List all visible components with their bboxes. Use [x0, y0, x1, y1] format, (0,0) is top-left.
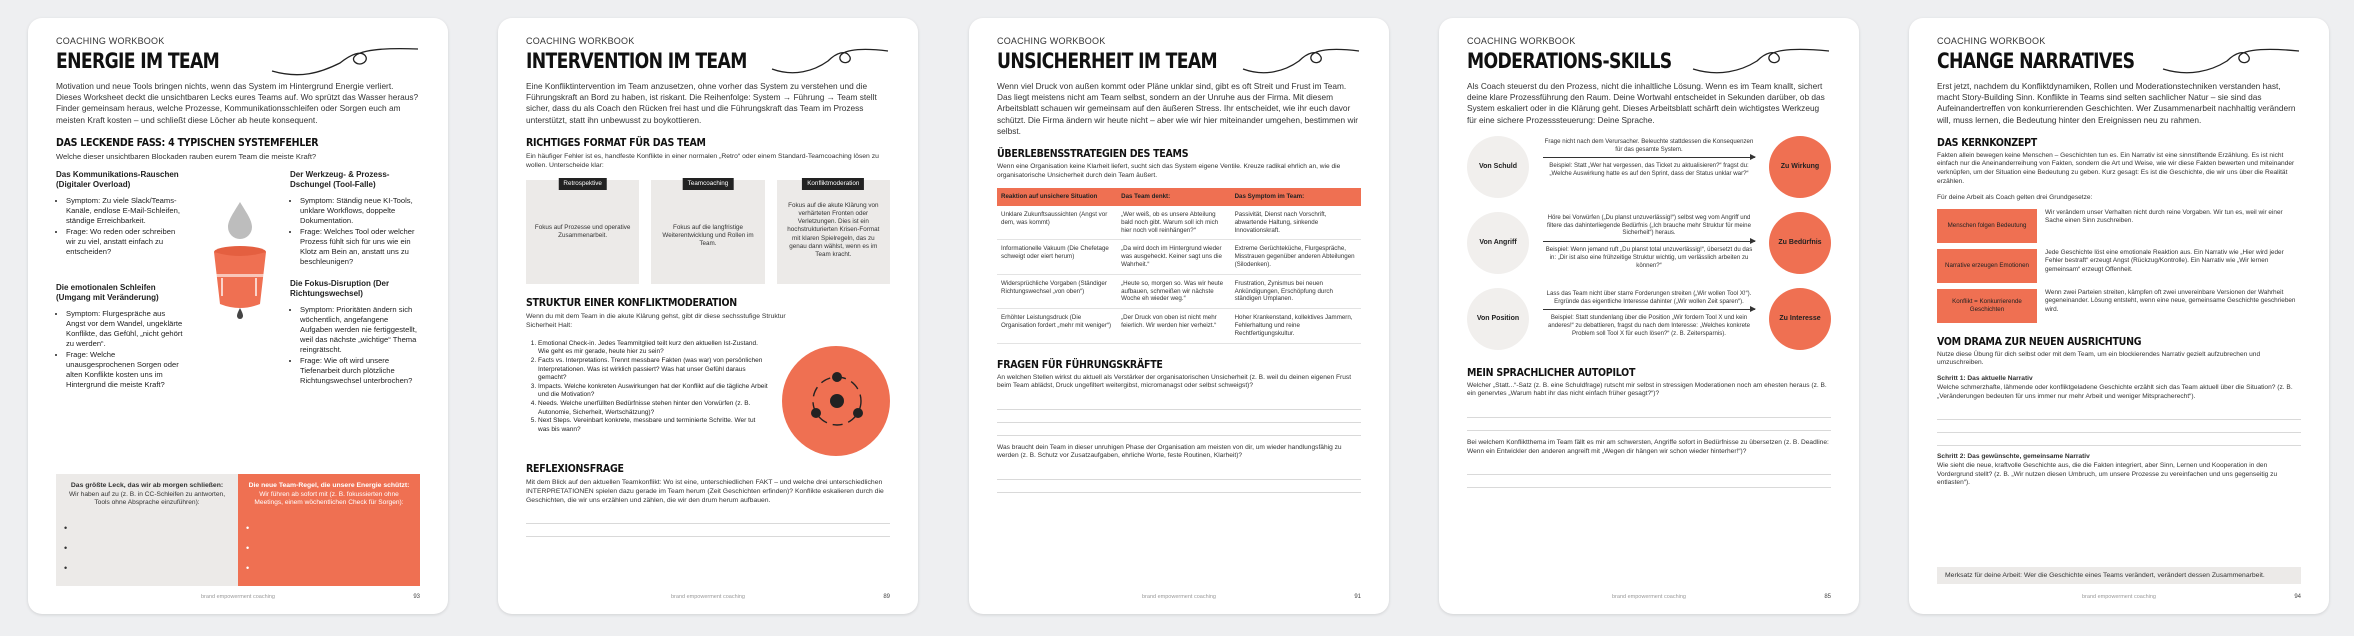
column-header: Das Team denkt: — [1117, 188, 1230, 206]
law-label: Narrative erzeugen Emotionen — [1937, 249, 2037, 283]
format-text: Fokus auf die akute Klärung von verhärteten Fronten oder Verletzungen. Dies ist ein hochstrukturierten Krisen-Format mit klaren Spielregeln, das zu genau dann wählst, wenn es im Team kracht. — [787, 201, 880, 259]
skill-example: Beispiel: Statt stundenlang über die Position „Wir fordern Tool X und kein anderes!“ zu debattieren, fragst du nach dem Interesse: „Welches konkrete Problem soll Tool X für euch lösen?“ (z. B. Zeitersparnis). — [1547, 314, 1751, 337]
page-title: MODERATIONS-SKILLS — [1467, 49, 1672, 73]
question-text: Welcher „Statt...“-Satz (z. B. eine Schuldfrage) rutscht mir selbst in stressigen Moderationen noch am ehesten heraus (z. B. ein genervtes „Warum habt ihr das nicht einfach früher gesagt?“)? — [1467, 381, 1827, 398]
section-subtitle: Wenn eine Organisation keine Klarheit liefert, sucht sich das System eigene Ventile. Kreuze radikal ehrlich an, wie die organisatorische Unsicherheit durch dein Team äußert. — [997, 163, 1341, 179]
section-heading: VOM DRAMA ZUR NEUEN AUSRICHTUNG — [1937, 334, 2142, 348]
table-cell: Passivität, Dienst nach Vorschrift, abwartende Haltung, sinkende Innovationskraft. — [1231, 206, 1361, 240]
intro-text: Als Coach steuerst du den Prozess, nicht die inhaltliche Lösung. Wenn es im Team knallt, sichert deine klare Prozessführung den Raum. Deine Wortwahl entscheidet in Sekunden darüber, ob das System eskaliert oder in die Klärung geht. Dieses Arbeitsblatt schärft dein wichtigstes Werkzeug für eine sichere Prozesssteuerung: Deine Sprache. — [1467, 81, 1825, 125]
footer-brand: brand empowerment coaching — [1142, 594, 1216, 600]
page-number: 93 — [413, 594, 420, 600]
section-heading: STRUKTUR EINER KONFLIKTMODERATION — [526, 295, 737, 309]
table-cell: Hoher Krankenstand, kollektives Jammern, Fehlerhaltung und reine Rechtfertigungskultur. — [1231, 309, 1361, 343]
step-title: Schritt 1: Das aktuelle Narrativ — [1937, 374, 2033, 382]
section-subtitle: Mit dem Blick auf den aktuellen Teamkonflikt: Wo ist eine, unterschiedlichen FAKT – und welche drei unterschiedlichen INTERPRETATIONEN spielen dazu gerade im Team herum (Zeit Geschichten erfinden)? Konflikte eskalieren durch die Geschichten, die wir uns erzählen und zählen, die wir den drum herum aufbauen. — [526, 478, 884, 504]
section-subtitle: Ein häufiger Fehler ist es, handfeste Konflikte in einer normalen „Retro“ oder einem Standard-Teamcoaching lösen zu wollen. Unterscheide klar: — [526, 152, 879, 169]
law-label: Menschen folgen Bedeutung — [1937, 209, 2037, 243]
skill-instruction: Höre bei Vorwürfen („Du planst unzuverlässig!“) selbst weg vom Angriff und filtere das dahinterliegende Bedürfnis („Ich brauche mehr Struktur für meine Sicherheit“) heraus. — [1547, 213, 1751, 237]
law-row — [1937, 249, 2301, 283]
format-text: Fokus auf Prozesse und operative Zusammenarbeit. — [534, 223, 631, 240]
intro-text: Erst jetzt, nachdem du Konfliktdynamiken, Rollen und Moderationstechniken verstanden hast, macht Story-Building Sinn. Konflikte in Teams sind selten sachlicher Natur – sie sind das Aufeinandertreffen von konkurrierenden Geschichten. Wer Zusammenarbeit nachhaltig verändern will, muss lernen, die Bedeutung hinter den Ereignissen neu zu rahmen. — [1937, 81, 2296, 125]
arrow-right-icon — [1543, 157, 1755, 158]
section-heading: MEIN SPRACHLICHER AUTOPILOT — [1467, 365, 1636, 379]
section-heading: FRAGEN FÜR FÜHRUNGSKRÄFTE — [997, 357, 1163, 371]
table-cell: „Der Druck von oben ist nicht mehr feierlich. Wir werden hier verheizt.“ — [1117, 309, 1230, 343]
list-item: • Symptom: Ständig neue KI-Tools, unklare Workflows, doppelte Dokumentation. — [300, 196, 420, 226]
table-cell: „Wer weiß, ob es unsere Abteilung bald noch gibt. Warum soll ich mich hier noch voll reinhängen?“ — [1117, 206, 1230, 240]
table-row — [997, 274, 1361, 308]
section-text: Fakten allein bewegen keine Menschen – Geschichten tun es. Ein Narrativ ist eine sinnstiftende Erzählung. Es ist nicht einfach nur die Aneinanderreihung von Fakten, sondern die Art und Weise, wie wir diese Fakten bewerten und miteinander verknüpfen, um der Situation eine Bedeutung zu geben. Kurz gesagt: Es ist die Geschichte, die wir uns über die Realität erzählen. — [1937, 151, 2295, 185]
kicker: COACHING WORKBOOK — [526, 36, 635, 46]
step-title: Schritt 2: Das gewünschte, gemeinsame Narrativ — [1937, 453, 2090, 461]
skill-example: Beispiel: Wenn jemand ruft „Du planst total unzuverlässig!“, übersetzt du das in: „Dir ist also eine frühzeitige Struktur wichtig, um verlässlich arbeiten zu können?“ — [1545, 246, 1753, 269]
left-column — [56, 170, 186, 438]
right-column — [290, 170, 420, 438]
box-text: Wir haben auf zu (z. B. in CC-Schleifen zu antworten, Tools ohne Absprache einzuführen): — [68, 490, 226, 506]
table-cell: Frustration, Zynismus bei neuen Ankündigungen, Erschöpfung durch ständigen Umplanen. — [1231, 274, 1361, 308]
intro-text: Eine Konfliktintervention im Team anzusetzen, ohne vorher das System zu verstehen und die Führungskraft an Bord zu haben, ist riskant. Die Reihenfolge: System → Führung → Team stellt sicher, dass du als Coach den Rücken frei hast und die Führungskraft das Team im Prozess unterstützt, statt ihn unbewusst zu boykottieren. — [526, 81, 877, 125]
block-title: Der Werkzeug- & Prozess-Dschungel (Tool-Falle) — [290, 169, 390, 189]
to-circle: Zu Bedürfnis — [1769, 212, 1831, 274]
question-text: An welchen Stellen wirkst du aktuell als Verstärker der organisatorischen Unsicherheit (z. B. weil du deinen eigenen Frust beim Team ablädst, Druck ungefiltert weitergibst, micromanagst oder selbst schweigst)? — [997, 373, 1352, 390]
strategies-table — [997, 188, 1361, 343]
table-cell: Erhöhter Leistungsdruck (Die Organisation fordert „mehr mit weniger“) — [997, 309, 1117, 343]
table-row — [997, 206, 1361, 240]
list-item: • Frage: Wo reden oder schreiben wir zu viel, anstatt einfach zu entscheiden? — [66, 227, 186, 257]
arrow-right-icon — [1543, 309, 1755, 310]
skill-row — [1467, 136, 1831, 202]
squiggle-decoration — [270, 43, 420, 79]
question-text: Bei welchem Konfliktthema im Team fällt es mir am schwersten, Angriffe sofort in Bedürfnisse zu übersetzen (z. B. Deadline: Wenn ein Entwickler den anderen angreift mit „Wegen dir hängen wir schon wieder hinterher!“)? — [1467, 439, 1829, 455]
section-heading: DAS LECKENDE FASS: 4 TYPISCHEN SYSTEMFEHLER — [56, 135, 319, 149]
footer-brand: brand empowerment coaching — [1612, 594, 1686, 600]
kicker: COACHING WORKBOOK — [56, 36, 165, 46]
list-item: 4. Needs. Welche unerfüllten Bedürfnisse stehen hinter den Vorwürfen (z. B. Autonomie, Sicherheit, Wertschätzung)? — [538, 400, 768, 417]
squiggle-decoration — [2161, 43, 2301, 79]
page-title: UNSICHERHEIT IM TEAM — [997, 49, 1217, 73]
block-title: Die Fokus-Disruption (Der Richtungswechsel) — [290, 278, 390, 298]
format-card — [526, 180, 639, 284]
intro-text: Motivation und neue Tools bringen nichts, wenn das System im Hintergrund Energie verliert. Dieses Worksheet deckt die unsichtbaren Lecks eures Teams auf. Wo sprützt das Wasser heraus? Finder gemeinsam heraus, welche Prozesse, Kommunikationsschleifen oder Sorgen euch am meisten Kraft kosten – und schließt diese Löcher ab heute konsequent. — [56, 81, 419, 125]
law-label: Konflikt = Konkurrierende Geschichten — [1937, 289, 2037, 323]
list-item: 1. Emotional Check-in. Jedes Teammitglied teilt kurz den aktuellen Ist-Zustand. Wie geht es mir gerade, heute hier zu sein? — [538, 340, 768, 357]
list-item: 3. Impacts. Welche konkreten Auswirkungen hat der Konflikt auf die tägliche Arbeit und die Motivation? — [538, 383, 768, 400]
section-subtitle: Welche dieser unsichtbaren Blockaden rauben eurem Team die meiste Kraft? — [56, 151, 317, 161]
page-title: ENERGIE IM TEAM — [56, 49, 220, 73]
page-number: 85 — [1824, 594, 1831, 600]
to-circle: Zu Interesse — [1769, 288, 1831, 350]
section-text: Nutze diese Übung für dich selbst oder mit dem Team, um ein blockierendes Narrativ gezielt aufzubrechen und umzuschreiben. — [1937, 350, 2261, 367]
block-title: Die emotionalen Schleifen (Umgang mit Veränderung) — [56, 282, 159, 302]
footer-brand: brand empowerment coaching — [201, 594, 275, 600]
page-title: INTERVENTION IM TEAM — [526, 49, 747, 73]
section-heading: DAS KERNKONZEPT — [1937, 135, 2037, 149]
list-item: 5. Next Steps. Vereinbart konkrete, messbare und terminierte Schritte. Wer tut was bis wann? — [538, 417, 768, 434]
list-item: • Symptom: Zu viele Slack/Teams-Kanäle, endlose E-Mail-Schleifen, ständige Erreichbarkeit. — [66, 196, 186, 226]
block-title: Das Kommunikations-Rauschen (Digitaler Overload) — [56, 169, 179, 189]
format-card — [777, 180, 890, 284]
page-title: CHANGE NARRATIVES — [1937, 49, 2135, 73]
page-intervention-im-team — [498, 18, 918, 614]
team-network-icon — [782, 346, 892, 456]
kicker: COACHING WORKBOOK — [997, 36, 1106, 46]
moderation-steps — [526, 340, 768, 456]
squiggle-decoration — [770, 43, 890, 79]
table-cell: Extreme Gerüchteküche, Flurgespräche, Misstrauen gegenüber anderen Abteilungen (Silodenken). — [1231, 240, 1361, 274]
law-row — [1937, 289, 2301, 323]
format-tag: Teamcoaching — [683, 178, 734, 190]
format-card — [651, 180, 764, 284]
section-heading: RICHTIGES FORMAT FÜR DAS TEAM — [526, 135, 706, 149]
arrow-right-icon — [1543, 241, 1755, 242]
table-cell: „Heute so, morgen so. Was wir heute aufbauen, schmeißen wir nächste Woche eh wieder weg.“ — [1117, 274, 1230, 308]
section-heading: ÜBERLEBENSSTRATEGIEN DES TEAMS — [997, 147, 1189, 161]
kicker: COACHING WORKBOOK — [1937, 36, 2046, 46]
page-number: 94 — [2294, 594, 2301, 600]
list-item: • Symptom: Prioritäten ändern sich wöchentlich, angefangene Aufgaben werden nie fertiggestellt, weil das nächste „wichtige“ Thema reingrätscht. — [300, 305, 420, 355]
step-text: Welche schmerzhafte, lähmende oder konfliktgeladene Geschichte erzählt sich das Team aktuell über die Situation? (z. B. „Veränderungen bedeuten für uns immer nur mehr Arbeit und weniger Mitspracherecht“). — [1937, 383, 2293, 400]
table-cell: „Da wird doch im Hintergrund wieder was ausgeheckt. Keiner sagt uns die Wahrheit.“ — [1117, 240, 1230, 274]
to-circle: Zu Wirkung — [1769, 136, 1831, 198]
column-header: Reaktion auf unsichere Situation — [997, 188, 1117, 206]
from-circle: Von Schuld — [1467, 136, 1529, 198]
section-subtitle: Wenn du mit dem Team in die akute Klärung gehst, gibt dir diese sechsstufige Struktur Sicherheit Halt: — [526, 312, 786, 329]
team-circle-illustration — [782, 346, 890, 456]
page-number: 91 — [1354, 594, 1361, 600]
law-text: Wir verändern unser Verhalten nicht durch reine Vorgaben. Wir tun es, weil wir einer Sache einen Sinn zuschreiben. — [2045, 208, 2283, 225]
team-rule-box: Die neue Team-Regel, die unsere Energie schützt: Wir führen ab sofort mit (z. B. fokussierten ohne Meetings, einem wöchentlichen Check für Sorgen): • • • — [238, 474, 420, 586]
list-item: • Frage: Welche unausgesprochenen Sorgen oder alten Konflikte kosten uns im Hintergrund die meiste Kraft? — [66, 350, 186, 390]
leaking-bucket-icon — [208, 200, 272, 320]
list-item: • Frage: Welches Tool oder welcher Prozess fühlt sich für uns wie ein Klotz am Bein an, anstatt uns zu beschleunigen? — [300, 227, 420, 267]
section-subtitle: Für deine Arbeit als Coach gelten drei Grundgesetze: — [1937, 194, 2093, 202]
law-text: Wenn zwei Parteien streiten, kämpfen oft zwei unvereinbare Versionen der Wahrheit gegeneinander. Lösung entsteht, wenn eine neue, gemeinsame Geschichte geschrieben wird. — [2045, 288, 2296, 313]
from-circle: Von Position — [1467, 288, 1529, 350]
format-text: Fokus auf die langfristige Weiterentwicklung und Rollen im Team. — [662, 223, 754, 248]
skill-example: Beispiel: Statt „Wer hat vergessen, das Ticket zu aktualisieren?“ fragst du: „Welche Auswirkung hatte es auf den Sprint, dass der Status unklar war?“ — [1549, 162, 1749, 178]
table-row — [997, 309, 1361, 343]
table-cell: Widersprüchliche Vorgaben (Ständiger Richtungswechsel „von oben“) — [997, 274, 1117, 308]
list-item: • Frage: Wie oft wird unsere Tiefenarbeit durch plötzliche Richtungswechsel unterbrochen? — [300, 356, 420, 386]
list-item: 2. Facts vs. Interpretations. Trennt messbare Fakten (was war) von persönlichen Interpretationen. Was ist wirklich passiert? Was hat unser Gefühl daraus gemacht? — [538, 357, 768, 383]
step-text: Wie sieht die neue, kraftvolle Geschichte aus, die die Fakten integriert, aber Sinn, Lernen und Kooperation in den Vordergrund stellt? (z. B. „Wir nutzen diesen Umbruch, um unsere Prozesse zu vereinfachen und uns gegenseitig zu entlasten“). — [1937, 462, 2278, 487]
format-tag: Retrospektive — [558, 178, 607, 190]
box-title: Die neue Team-Regel, die unsere Energie schützt: — [248, 482, 410, 489]
key-sentence-box: Merksatz für deine Arbeit: Wer die Geschichte eines Teams verändert, verändert dessen Zusammenarbeit. — [1937, 567, 2301, 584]
footer-brand: brand empowerment coaching — [2082, 594, 2156, 600]
table-cell: Informationelle Vakuum (Die Chefetage schweigt oder eiert herum) — [997, 240, 1117, 274]
skill-row — [1467, 212, 1831, 278]
box-text: Wir führen ab sofort mit (z. B. fokussierten ohne Meetings, einem wöchentlichen Check für Sorgen): — [254, 490, 404, 506]
table-cell: Unklare Zukunftsaussichten (Angst vor dem, was kommt) — [997, 206, 1117, 240]
squiggle-decoration — [1241, 43, 1361, 79]
leak-answer-box: Das größte Leck, das wir ab morgen schließen: Wir haben auf zu (z. B. in CC-Schleifen zu antworten, Tools ohne Absprache einzuführen): • • • — [56, 474, 238, 586]
table-row — [997, 240, 1361, 274]
from-circle: Von Angriff — [1467, 212, 1529, 274]
box-title: Das größte Leck, das wir ab morgen schließen: — [70, 482, 224, 489]
skill-instruction: Lass das Team nicht über starre Forderungen streiten („Wir wollen Tool X!“). Ergründe das eigentliche Interesse dahinter („Wir wollen Zeit sparen“). — [1546, 289, 1752, 305]
format-tag: Konfliktmoderation — [802, 178, 864, 190]
page-unsicherheit-im-team — [969, 18, 1389, 614]
page-moderations-skills — [1439, 18, 1859, 614]
law-text: Jede Geschichte löst eine emotionale Reaktion aus. Ein Narrativ wie „Hier wird jeder Fehler bestraft“ erzeugt Angst (Rückzug/Kontrolle). Ein Narrativ wie „Wir lernen gemeinsam“ erzeugt Offenheit. — [2045, 248, 2284, 273]
page-change-narratives — [1909, 18, 2329, 614]
squiggle-decoration — [1691, 43, 1831, 79]
footer-brand: brand empowerment coaching — [671, 594, 745, 600]
skill-instruction: Frage nicht nach dem Verursacher. Beleuchte stattdessen die Konsequenzen für das gesamte System. — [1544, 137, 1754, 153]
section-heading: REFLEXIONSFRAGE — [526, 461, 624, 475]
column-header: Das Symptom im Team: — [1231, 188, 1361, 206]
page-number: 89 — [883, 594, 890, 600]
list-item: • Symptom: Flurgespräche aus Angst vor dem Wandel, ungeklärte Konflikte, das Gefühl, „nicht gehört zu werden“. — [66, 309, 186, 349]
kicker: COACHING WORKBOOK — [1467, 36, 1576, 46]
page-energie-im-team — [28, 18, 448, 614]
skill-row — [1467, 288, 1831, 354]
question-text: Was braucht dein Team in dieser unruhigen Phase der Organisation am meisten von dir, um wieder handlungsfähig zu werden (z. B. Schutz vor Zusatzaufgaben, ehrliche Worte, feste Routinen, Klarheit)? — [997, 443, 1342, 460]
intro-text: Wenn viel Druck von außen kommt oder Pläne unklar sind, gibt es oft Streit und Frust im Team. Das liegt meistens nicht am Team selbst, sondern an der Unruhe aus der Firma. Mit diesem Arbeitsblatt schauen wir gemeinsam auf den äußeren Stress. Ihr entscheidet, wie ihr euch davor schützt. Die Firma ändern wir heute nicht – aber wie wir hier miteinander umgehen, bestimmen wir selbst. — [997, 81, 1359, 136]
law-row — [1937, 209, 2301, 243]
